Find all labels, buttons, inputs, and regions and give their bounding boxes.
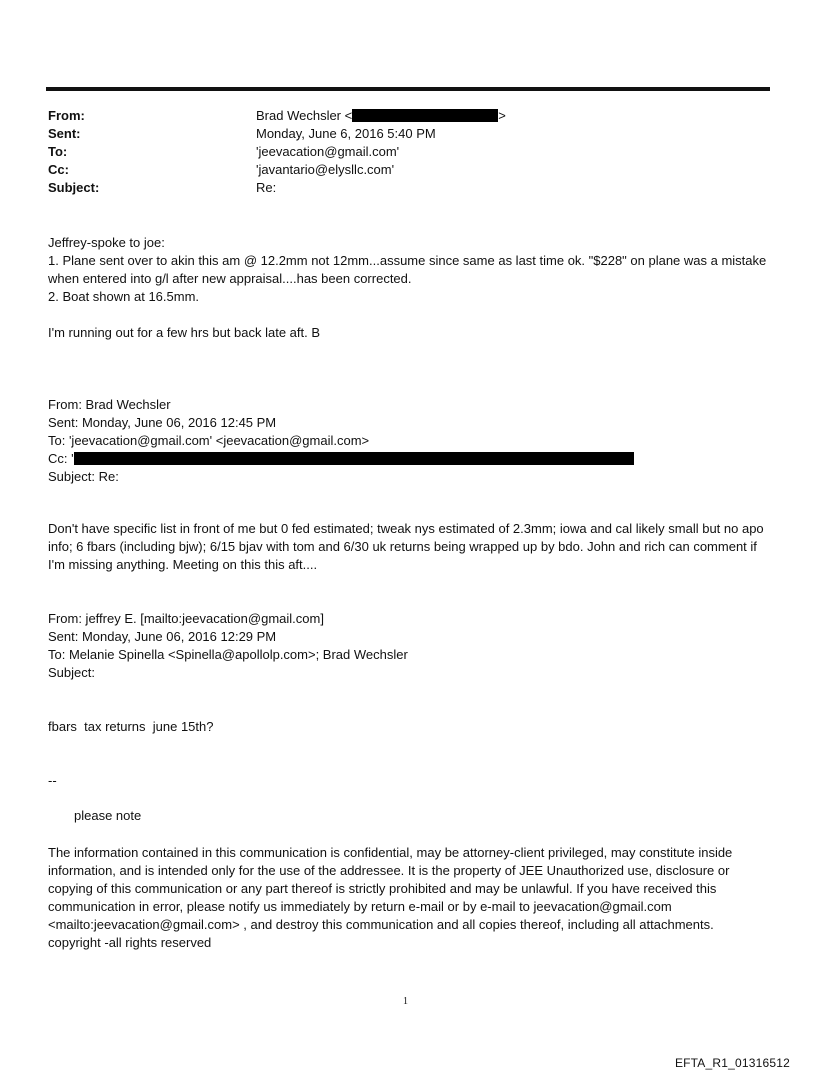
from-close: > [498, 108, 506, 123]
header-divider [46, 87, 770, 91]
quoted1-cc-row [48, 450, 768, 468]
quoted1-sent: Sent: Monday, June 06, 2016 12:45 PM [48, 415, 277, 430]
signature-dashes: -- [48, 773, 57, 788]
sent-row [48, 125, 506, 143]
body-item-1: 1. Plane sent over to akin this am @ 12.2mm not 12mm...assume since same as last time ok. "$228" on plane was a mistake when entered into g/l after new appraisal....has been corrected. [48, 253, 767, 286]
to-row [48, 143, 506, 161]
quoted1-cc: Cc: ' [48, 451, 74, 466]
subject-row [48, 179, 506, 197]
quoted1-from: From: Brad Wechsler [48, 397, 171, 412]
to-label: To: [48, 144, 68, 159]
from-row [48, 107, 506, 125]
cc-row [48, 161, 506, 179]
cc-value: 'javantario@elysllc.com' [256, 162, 395, 177]
subject-value: Re: [256, 180, 277, 195]
quoted1-to: To: 'jeevacation@gmail.com' <jeevacation@gmail.com> [48, 433, 370, 448]
quoted-message-1-header [48, 396, 768, 486]
subject-label: Subject: [48, 180, 100, 195]
email-header [48, 107, 506, 197]
from-label: From: [48, 108, 85, 123]
quoted2-from: From: jeffrey E. [mailto:jeevacation@gmail.com] [48, 611, 324, 626]
please-note: please note [74, 808, 142, 823]
quoted2-body: fbars tax returns june 15th? [48, 719, 214, 734]
quoted2-sent: Sent: Monday, June 06, 2016 12:29 PM [48, 629, 277, 644]
cc-label: Cc: [48, 162, 69, 177]
quoted2-to: To: Melanie Spinella <Spinella@apollolp.com>; Brad Wechsler [48, 647, 408, 662]
to-value: 'jeevacation@gmail.com' [256, 144, 400, 159]
quoted1-body: Don't have specific list in front of me but 0 fed estimated; tweak nys estimated of 2.3mm; iowa and cal likely small but no apo info; 6 fbars (including bjw); 6/15 bjav with tom and 6/30 uk returns being wrapped up by bdo. John and rich can comment if I'm missing anything. Meeting on this this aft.... [48, 521, 764, 572]
redaction-bar [352, 109, 498, 122]
redaction-bar [74, 452, 634, 465]
from-value [256, 107, 506, 125]
body-item-2: 2. Boat shown at 16.5mm. [48, 289, 200, 304]
confidentiality-disclaimer: The information contained in this communication is confidential, may be attorney-client privileged, may constitute inside information, and is intended only for the use of the addressee. It is the property of JEE Unauthorized use, disclosure or copying of this communication or any part thereof is strictly prohibited and may be unlawful. If you have received this communication in error, please notify us immediately by return e-mail or by e-mail to jeevacation@gmail.com <mailto:jeevacation@gmail.com> , and destroy this communication and all copies thereof, including all attachments. copyright -all rights reserved [48, 845, 733, 950]
body-signoff: I'm running out for a few hrs but back late aft. B [48, 325, 321, 340]
sent-label: Sent: [48, 126, 81, 141]
sent-value: Monday, June 6, 2016 5:40 PM [256, 126, 436, 141]
quoted1-subject: Subject: Re: [48, 469, 119, 484]
body-greeting: Jeffrey-spoke to joe: [48, 235, 165, 250]
document-id: EFTA_R1_01316512 [674, 1056, 790, 1070]
quoted-message-2-header [48, 610, 768, 682]
quoted2-subject: Subject: [48, 665, 95, 680]
from-name: Brad Wechsler < [256, 108, 353, 123]
message-body [48, 234, 768, 306]
page-number: 1 [403, 996, 408, 1007]
